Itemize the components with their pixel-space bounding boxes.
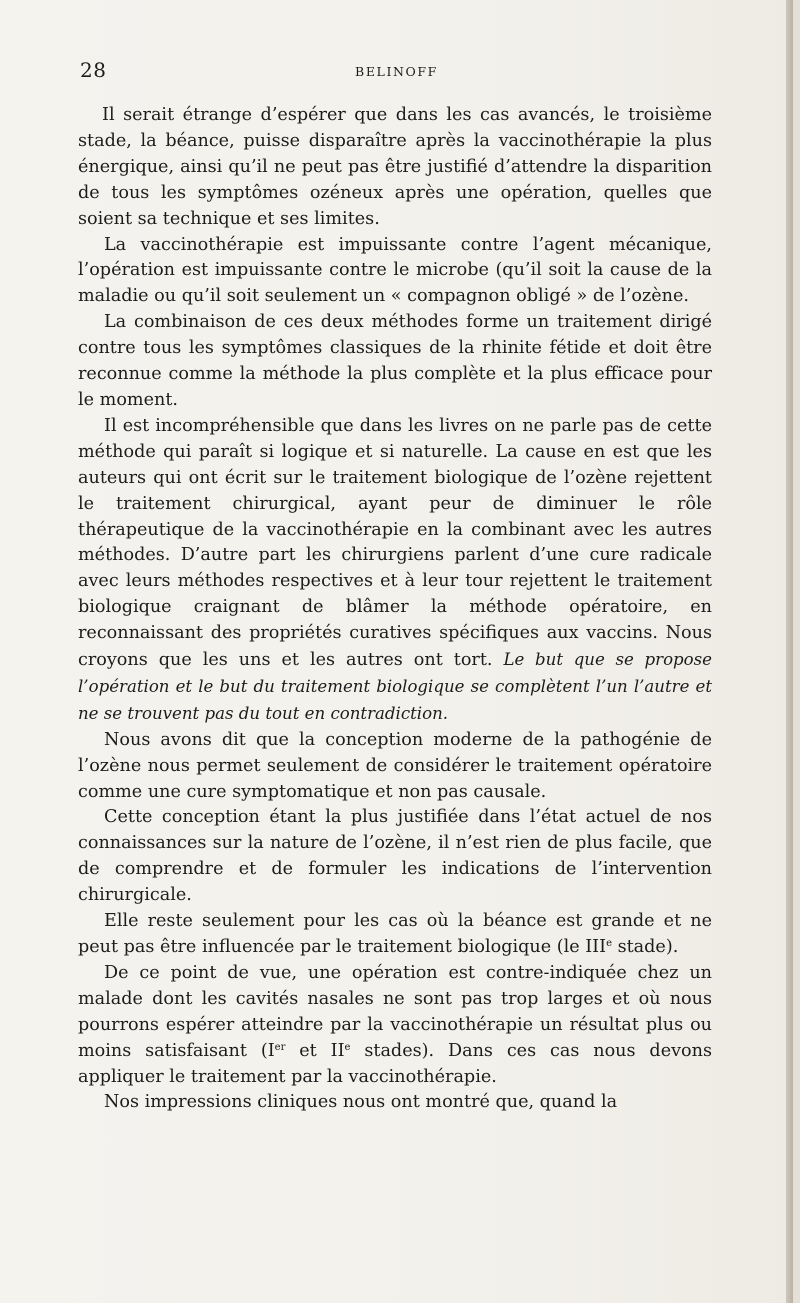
paragraph-4-italic: Le but que se propose l’opération et le but du traitement biologique se complètent l’un l’autre et ne se trouvent pas du tout en contradiction.: [78, 650, 713, 723]
paragraph-8: [78, 961, 712, 1091]
body-text: [78, 103, 712, 1116]
paragraph-7: [78, 909, 712, 961]
paragraph-8-text-b: et II: [285, 1040, 345, 1061]
superscript-e-2: e: [344, 1041, 351, 1053]
paragraph-4-text: Il est incompréhensible que dans les livres on ne parle pas de cette méthode qui paraît si logique et si naturelle. La cause en est que les auteurs qui ont écrit sur le traitement biologique de l’ozène rejettent le traitement chirurgical, ayant peur de diminuer le rôle thérapeutique de la vaccinothérapie en la combinant avec les autres méthodes. D’autre part les chirurgiens parlent d’une cure radicale avec leurs méthodes respectives et à leur tour rejettent le traitement biologique craignant de blâmer la méthode opératoire, en reconnaissant des propriétés curatives spécifiques aux vaccins. Nous croyons que les uns et les autres ont tort.: [78, 415, 712, 671]
paragraph-6: Cette conception étant la plus justifiée dans l’état actuel de nos connaissances sur la nature de l’ozène, il n’est rien de plus facile, que de comprendre et de formuler les indications de l’intervention chirurgicale.: [78, 807, 712, 906]
paragraph-5: Nous avons dit que la conception moderne de la pathogénie de l’ozène nous permet seulement de considérer le traitement opératoire comme une cure symptomatique et non pas causale.: [78, 729, 712, 802]
paragraph-8-text-a: De ce point de vue, une opération est contre-indiquée chez un malade dont les cavités nasales ne sont pas trop larges et où nous pourrons espérer atteindre par la vaccinothérapie un résultat plus ou moins satisfaisant (I: [78, 962, 712, 1061]
paragraph-7-text-a: Elle reste seulement pour les cas où la béance est grande et ne peut pas être influencée par le traitement biologique (le III: [78, 911, 712, 957]
superscript-er: er: [274, 1041, 286, 1053]
paragraph-9: Nos impressions cliniques nous ont montré que, quand la: [104, 1092, 618, 1113]
paragraph-2: La vaccinothérapie est impuissante contre l’agent mécanique, l’opération est impuissante contre le microbe (qu’il soit la cause de la maladie ou qu’il soit seulement un « compagnon obligé » de l’ozène.: [78, 234, 712, 307]
page-edge-shadow: [786, 0, 793, 1303]
paragraph-4: [78, 414, 712, 728]
paragraph-1: Il serait étrange d’espérer que dans les cas avancés, le troisième stade, la béance, puisse disparaître après la vaccinothérapie la plus énergique, ainsi qu’il ne peut pas être justifié d’attendre la disparition de tous les symptômes ozéneux après une opération, quelles que soient sa technique et ses limites.: [78, 105, 712, 229]
paragraph-8-text-c: stades). Dans ces cas nous devons appliquer le traitement par la vaccinothérapie.: [78, 1040, 712, 1087]
running-head: BELINOFF: [355, 64, 438, 79]
superscript-e: e: [606, 938, 612, 949]
paragraph-3: La combinaison de ces deux méthodes forme un traitement dirigé contre tous les symptômes classiques de la rhinite fétide et doit être reconnue comme la méthode la plus complète et la plus efficace pour le moment.: [78, 312, 712, 410]
page-number: 28: [80, 58, 107, 82]
paragraph-7-text-b: stade).: [611, 937, 679, 957]
